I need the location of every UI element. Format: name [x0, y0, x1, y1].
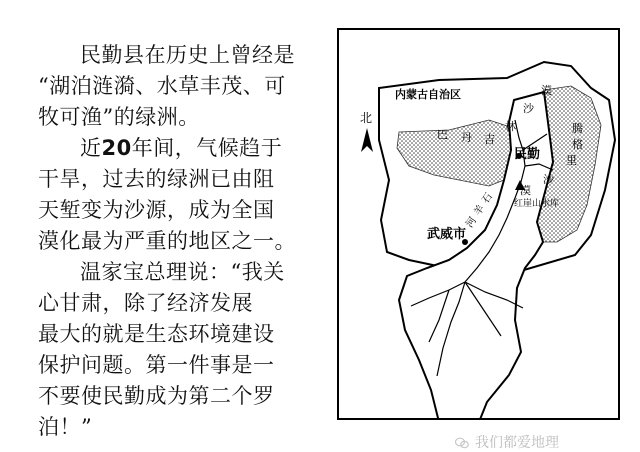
text-line: 最大的就是生态环境建设 — [38, 322, 275, 346]
river-char: 河 — [464, 215, 480, 230]
text-line: 民勤县在历史上曾经是 — [80, 43, 295, 67]
text-fragment: 年间，气候趋于 — [131, 136, 283, 160]
north-label: 北 — [360, 111, 373, 125]
text-line: 不要使民勤成为第二个罗 — [38, 384, 275, 408]
watermark — [455, 432, 559, 452]
tengger-char: 沙 — [543, 173, 554, 186]
badain-char: 沙 — [523, 102, 534, 115]
paragraph-history — [38, 40, 338, 133]
watermark-text: 我们都爱地理 — [475, 435, 559, 451]
tengger-char: 格 — [572, 138, 583, 151]
text-line: 干旱，过去的绿洲已由阻 — [38, 167, 275, 191]
text-line: 心甘肃，除了经济发展 — [38, 291, 253, 315]
text-line: 漠化最为严重的地区之一。 — [38, 229, 296, 253]
text-line: 泊！” — [38, 415, 93, 439]
map-graphic — [339, 30, 620, 420]
paragraph-quote — [38, 257, 338, 443]
badain-char: 丹 — [461, 131, 472, 144]
paragraph-drought — [38, 133, 338, 257]
text-line: 牧可渔”的绿洲。 — [38, 105, 200, 129]
inner-mongolia-label: 内蒙古自治区 — [395, 88, 461, 101]
minqin-label: 民勤 — [514, 147, 541, 162]
text-fragment: 近 — [80, 136, 102, 160]
north-arrow-icon — [361, 128, 373, 152]
text-line — [38, 133, 338, 164]
text-line: 天堑变为沙源，成为全国 — [38, 198, 275, 222]
tengger-char: 漠 — [520, 184, 531, 197]
year-number: 20 — [101, 136, 132, 160]
river-char: 石 — [480, 191, 496, 206]
badain-char: 林 — [505, 120, 516, 133]
wechat-icon — [455, 437, 469, 449]
text-line: 温家宝总理说：“我关 — [80, 260, 285, 284]
article-text — [38, 40, 338, 443]
minqin-map — [337, 28, 620, 420]
badain-char: 吉 — [484, 133, 495, 146]
tengger-char: 里 — [566, 154, 577, 167]
river-char: 羊 — [472, 203, 488, 218]
reservoir-label: 红崖山水库 — [514, 199, 560, 209]
wuwei-label: 武威市 — [427, 227, 467, 242]
tengger-char: 腾 — [572, 122, 583, 135]
badain-char: 漠 — [541, 84, 552, 97]
text-line: 保护问题。第一件事是一 — [38, 353, 275, 377]
badain-char: 巴 — [437, 128, 448, 141]
text-line: “湖泊涟漪、水草丰茂、可 — [38, 74, 286, 98]
